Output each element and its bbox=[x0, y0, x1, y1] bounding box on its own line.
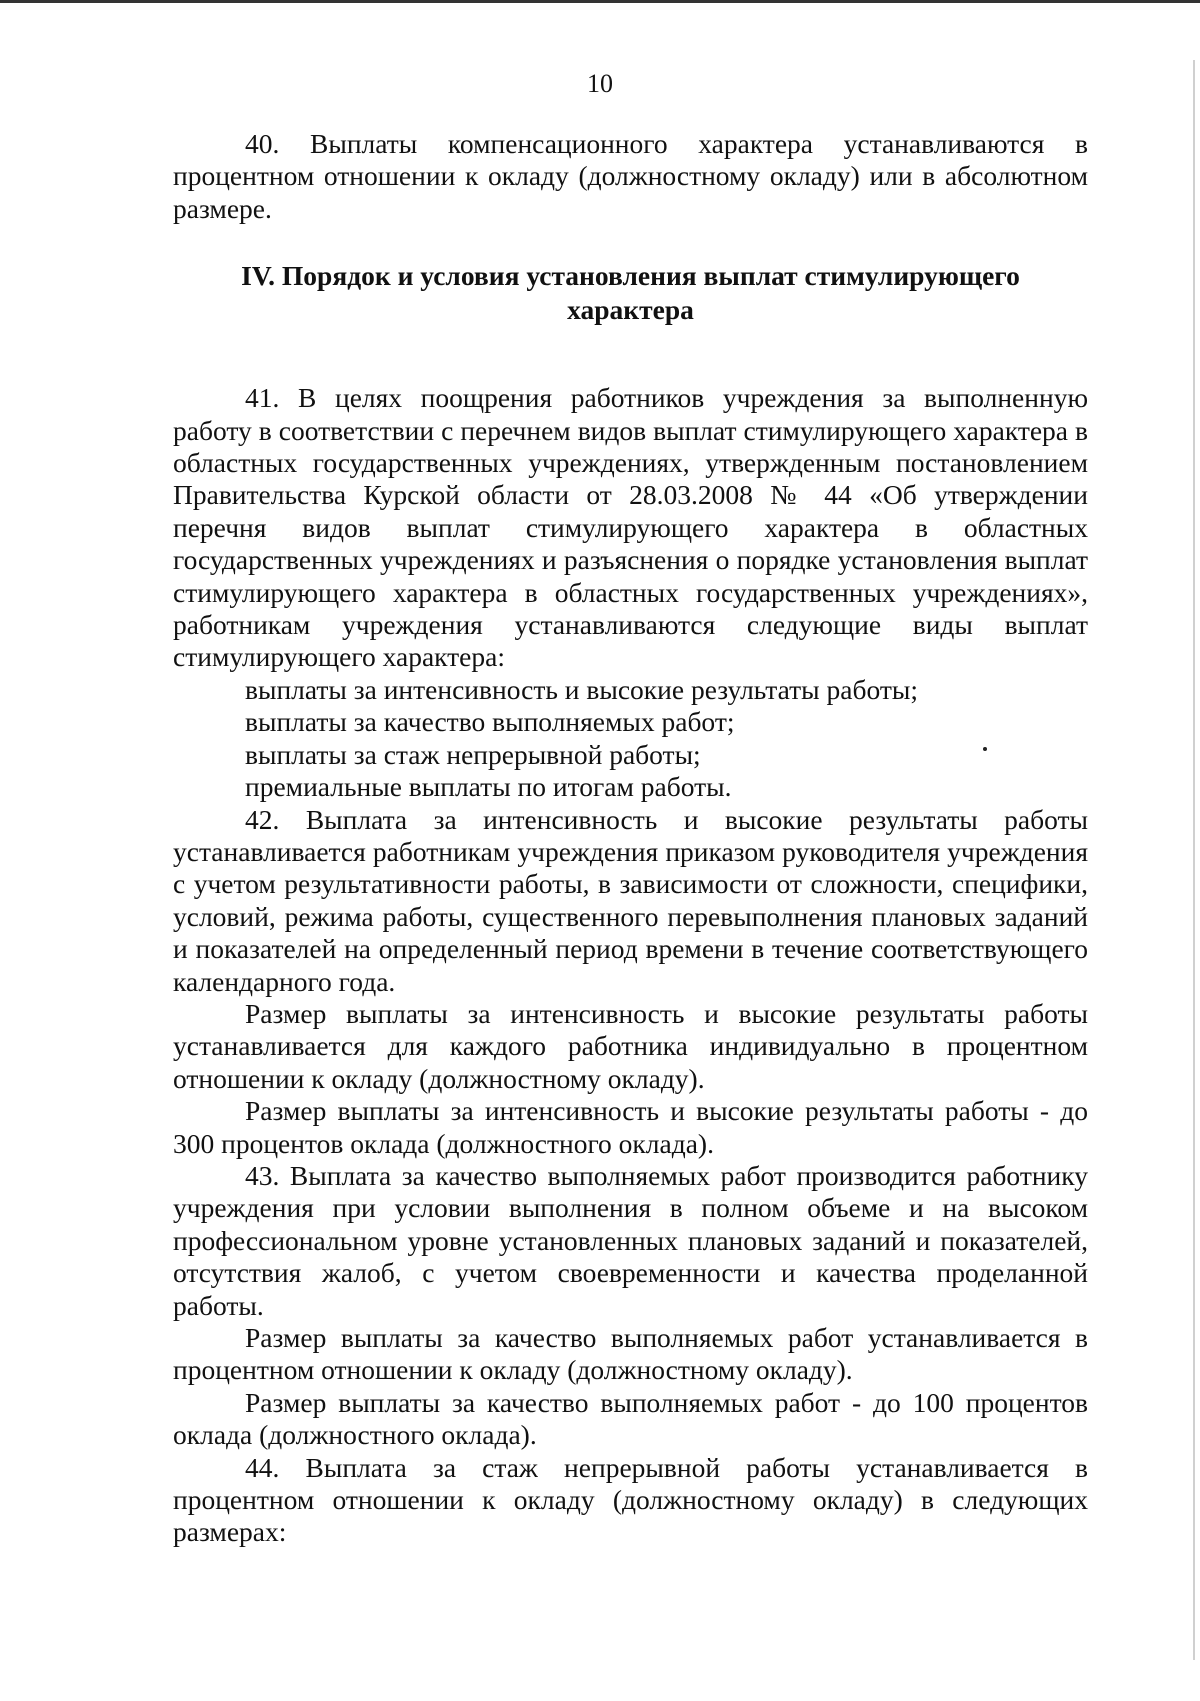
paragraph-43-size: Размер выплаты за качество выполняемых работ устанавливается в процентном отношении к окладу (должностному окладу). bbox=[173, 1322, 1088, 1386]
section-heading bbox=[173, 259, 1088, 327]
list-item: премиальные выплаты по итогам работы. bbox=[245, 771, 732, 803]
paragraph-40: 40. Выплаты компенсационного характера устанавливаются в процентном отношении к окладу (должностному окладу) или в абсолютном размере. bbox=[173, 128, 1088, 224]
page-number: 10 bbox=[587, 69, 613, 98]
list-item: выплаты за интенсивность и высокие результаты работы; bbox=[245, 673, 918, 705]
scan-top-edge bbox=[0, 0, 1200, 3]
paragraph-43: 43. Выплата за качество выполняемых работ производится работнику учреждения при условии выполнения в полном объеме и на высоком профессиональном уровне установленных плановых заданий и показателей, отсутствия жалоб, с учетом своевременности и качества проделанной работы. bbox=[173, 1159, 1088, 1321]
list-item: выплаты за стаж непрерывной работы; bbox=[245, 738, 701, 770]
list-item: выплаты за качество выполняемых работ; bbox=[245, 706, 735, 738]
paragraph-41: 41. В целях поощрения работников учреждения за выполненную работу в соответствии с перечнем видов выплат стимулирующего характера в областных государственных учреждениях, утвержденным постановлением Правительства Курской области от 28.03.2008 № 44 «Об утверждении перечня видов выплат стимулирующего характера в областных государственных учреждениях и разъяснения о порядке установления выплат стимулирующего характера в областных государственных учреждениях», работникам учреждения устанавливаются следующие виды выплат стимулирующего характера: bbox=[173, 382, 1088, 673]
paragraph-42-max: Размер выплаты за интенсивность и высокие результаты работы - до 300 процентов оклада (должностного оклада). bbox=[173, 1095, 1088, 1159]
heading-spacer bbox=[173, 327, 1088, 382]
paragraph-42: 42. Выплата за интенсивность и высокие результаты работы устанавливается работникам учреждения приказом руководителя учреждения с учетом результативности работы, в зависимости от сложности, специфики, условий, режима работы, существенного перевыполнения плановых заданий и показателей на определенный период времени в течение соответствующего календарного года. bbox=[173, 803, 1088, 997]
scan-right-edge bbox=[1193, 60, 1195, 1660]
paragraph-43-max: Размер выплаты за качество выполняемых работ - до 100 процентов оклада (должностного оклада). bbox=[173, 1386, 1088, 1451]
paragraph-42-size: Размер выплаты за интенсивность и высокие результаты работы устанавливается для каждого работника индивидуально в процентном отношении к окладу (должностному окладу). bbox=[173, 997, 1088, 1094]
paragraph-44: 44. Выплата за стаж непрерывной работы устанавливается в процентном отношении к окладу (должностному окладу) в следующих размерах: bbox=[173, 1451, 1088, 1548]
section-heading-line-1: IV. Порядок и условия установления выплат стимулирующего bbox=[241, 260, 1020, 292]
section-heading-line-2: характера bbox=[567, 294, 694, 326]
document-body bbox=[173, 128, 1088, 1549]
